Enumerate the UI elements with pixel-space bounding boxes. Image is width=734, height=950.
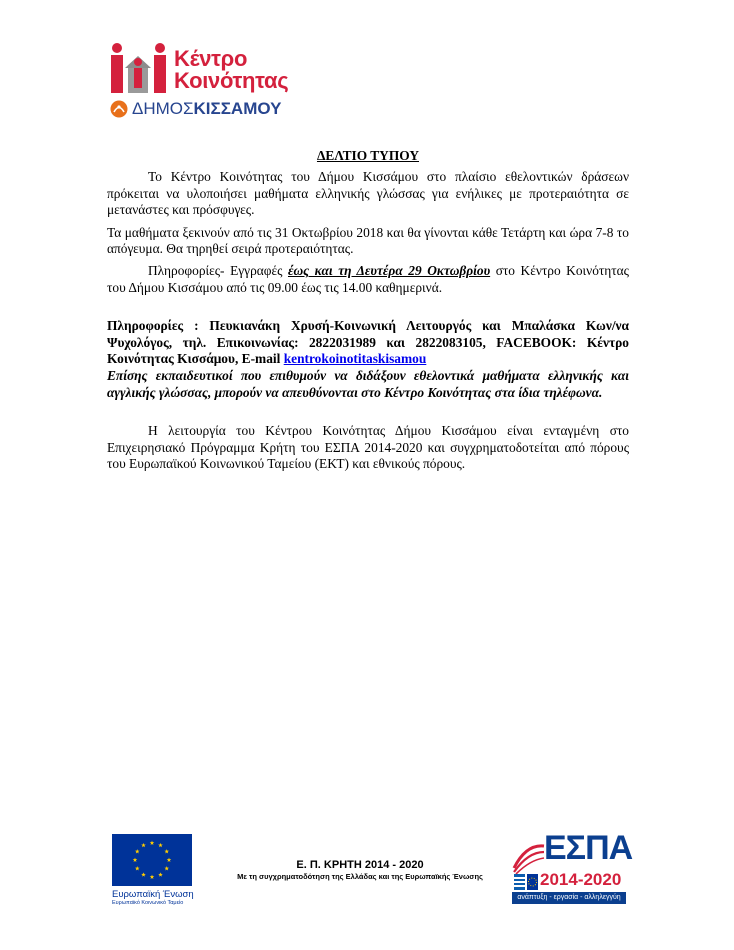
espa-word: ΕΣΠΑ — [544, 829, 633, 867]
eu-star-icon — [135, 849, 140, 853]
eu-star-icon — [167, 858, 172, 862]
logo-line-2: Κοινότητας — [174, 68, 289, 93]
paragraph-contact — [107, 318, 629, 367]
paragraph-intro: Το Κέντρο Κοινότητας του Δήμου Κισσάμου στο πλαίσιο εθελοντικών δράσεων πρόκειται να υλοποιήσει μαθήματα ελληνικής γλώσσας για ενήλικες με προτεραιότητα σε μετανάστες και πρόσφυγες. — [107, 169, 629, 218]
paragraph-teachers: Επίσης εκπαιδευτικοί που επιθυμούν να διδάξουν εθελοντικά μαθήματα ελληνικής και αγγλικής γλώσσας, μπορούν να απευθύνονται στο Κέντρο Κοινότητας στα ίδια τηλέφωνα. — [107, 368, 629, 400]
eu-logo — [112, 834, 192, 908]
eu-flag-icon — [112, 834, 192, 886]
eu-caption: Ευρωπαϊκή Ένωση — [112, 889, 194, 900]
eu-stars-icon — [112, 834, 192, 886]
eu-star-icon — [164, 849, 169, 853]
programme-title: Ε. Π. ΚΡΗΤΗ 2014 - 2020 — [296, 859, 424, 871]
espa-swoosh-icon — [512, 840, 546, 874]
paragraph-schedule: Τα μαθήματα ξεκινούν από τις 31 Οκτωβρίου 2018 και θα γίνονται κάθε Τετάρτη και ώρα 7-8 το απόγευμα. Θα τηρηθεί σειρά προτεραιότητας. — [107, 224, 629, 257]
espa-logo — [512, 829, 633, 908]
eu-star-icon — [164, 866, 169, 870]
dimos-kissamou-mark — [108, 98, 292, 120]
kentro-koinotitas-logo — [108, 42, 298, 122]
greek-eu-flags-icon — [514, 874, 538, 890]
operational-programme — [200, 858, 520, 882]
eu-star-icon — [158, 872, 163, 876]
dimos-prefix: ΔΗΜΟΣ — [132, 99, 194, 118]
dimos-emblem-icon — [110, 100, 128, 118]
eu-star-icon — [141, 843, 146, 847]
contact-details: Πληροφορίες : Πευκιανάκη Χρυσή-Κοινωνική Λειτουργός και Μπαλάσκα Κων/να Ψυχολόγος, τηλ. Επικοινωνίας: 2822031989 και 2822083105, FACEBOOK: Κέντρο Κοινότητας Κισσάμου, E-mail — [107, 318, 629, 367]
registration-deadline: έως και τη Δευτέρα 29 Οκτωβρίου — [287, 263, 491, 279]
eu-star-icon — [141, 872, 146, 876]
press-release-title: ΔΕΛΤΙΟ ΤΥΠΟΥ — [316, 148, 420, 163]
espa-years: 2014-2020 — [540, 870, 622, 889]
eu-star-icon — [135, 866, 140, 870]
dimos-kissamou-text — [132, 98, 281, 120]
community-people-icon — [108, 42, 174, 94]
paragraph-funding: Η λειτουργία του Κέντρου Κοινότητας Δήμου Κισσάμου είναι ενταγμένη στο Επιχειρησιακό Πρόγραμμα Κρήτη του ΕΣΠΑ 2014-2020 και συγχρηματοδοτείται από πόρους του Ευρωπαϊκού Κοινωνικού Ταμείου (ΕΚΤ) και εθνικούς πόρους. — [107, 423, 629, 472]
eu-star-icon — [150, 875, 155, 879]
eu-star-icon — [133, 858, 138, 862]
dimos-name: ΚΙΣΣΑΜΟΥ — [193, 99, 282, 118]
programme-subtitle: Με τη συγχρηματοδότηση της Ελλάδας και της Ευρωπαϊκής Ένωσης — [237, 872, 483, 881]
email-link[interactable]: kentrokoinotitaskisamou — [283, 351, 427, 367]
logo-line-1: Κέντρο — [174, 46, 248, 71]
eu-star-icon — [158, 843, 163, 847]
espa-tagline: ανάπτυξη - εργασία - αλληλεγγύη — [512, 892, 626, 904]
paragraph-registration — [107, 263, 629, 296]
eu-subcaption: Ευρωπαϊκό Κοινωνικό Ταμείο — [112, 900, 184, 906]
registration-details: στο Κέντρο Κοινότητας του Δήμου Κισσάμου από τις 09.00 έως τις 14.00 καθημερινά. — [107, 263, 629, 295]
eu-star-icon — [150, 841, 155, 845]
registration-lead: Πληροφορίες- Εγγραφές — [148, 263, 288, 279]
press-release — [107, 148, 629, 473]
